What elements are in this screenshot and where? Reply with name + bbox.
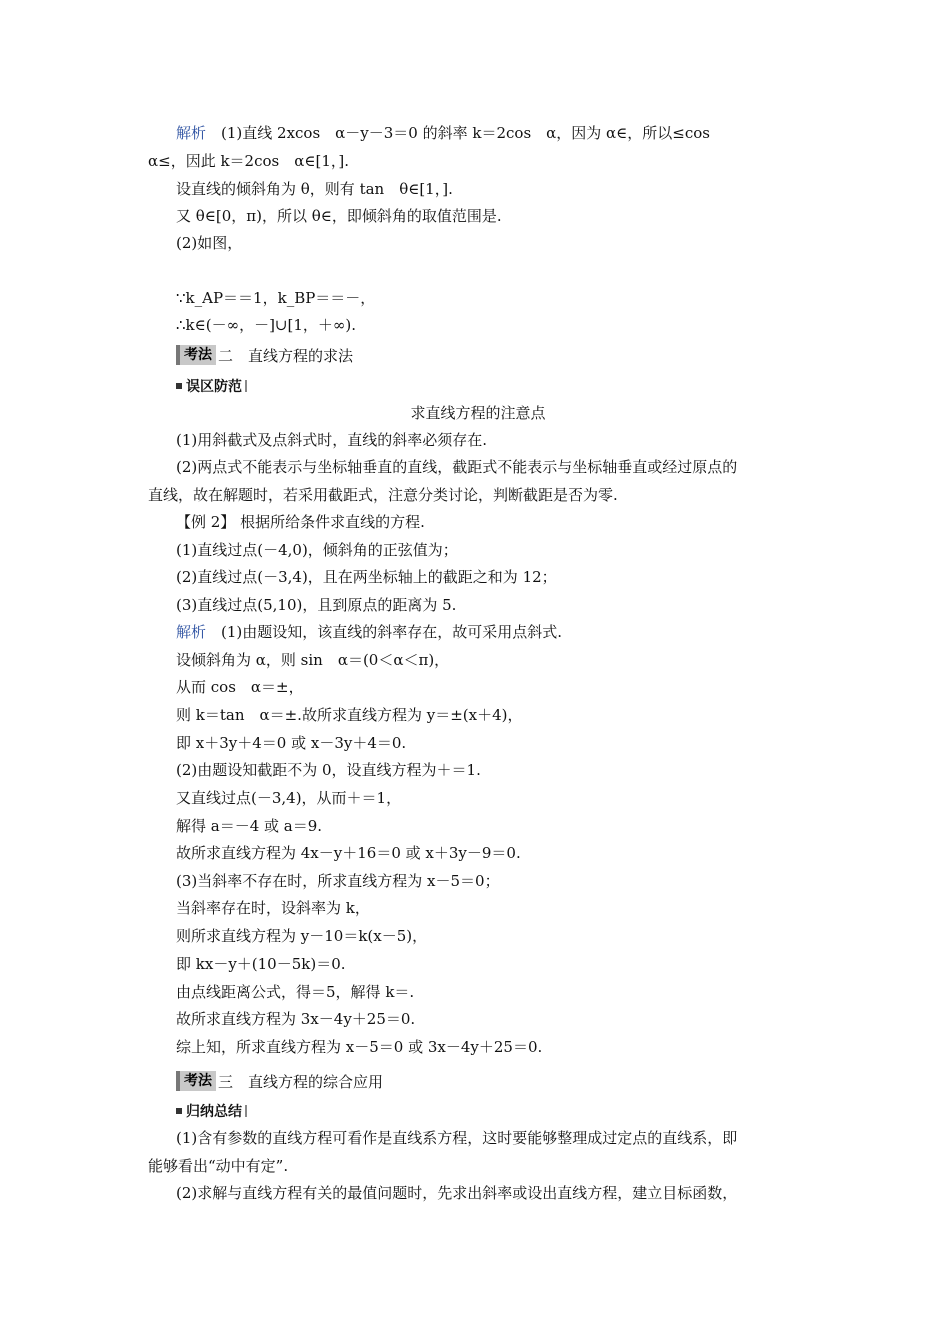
square-bullet-icon xyxy=(176,383,182,389)
text-line: (2)直线过点(－3,4)，且在两坐标轴上的截距之和为 12； xyxy=(176,568,557,586)
text-line: ∴k∈(－∞，－]∪[1，＋∞). xyxy=(176,316,357,334)
text-line: (2)由题设知截距不为 0，设直线方程为＋＝1. xyxy=(176,761,481,779)
text-line: 又 θ∈[0，π)，所以 θ∈，即倾斜角的取值范围是. xyxy=(176,207,502,225)
text-line: (2)如图， xyxy=(176,234,243,252)
text-line: (1)直线过点(－4,0)，倾斜角的正弦值为； xyxy=(176,541,458,559)
text-line: 设直线的倾斜角为 θ，则有 tan θ∈[1，]. xyxy=(176,180,453,198)
text-line: 直线，故在解题时，若采用截距式，注意分类讨论，判断截距是否为零. xyxy=(148,486,618,504)
text-line: 设倾斜角为 α，则 sin α＝(0＜α＜π)， xyxy=(176,651,450,669)
text-line: 即 x＋3y＋4＝0 或 x－3y＋4＝0. xyxy=(176,734,407,752)
text-line: 故所求直线方程为 4x－y＋16＝0 或 x＋3y－9＝0. xyxy=(176,844,521,862)
text-line: 能够看出“动中有定”. xyxy=(148,1157,289,1175)
text-line: 又直线过点(－3,4)，从而＋＝1， xyxy=(176,789,402,807)
section-label-text: 归纳总结 xyxy=(186,1104,242,1120)
method-heading xyxy=(176,344,353,366)
line-text: (1)直线 2xcos α－y－3＝0 的斜率 k＝2cos α，因为 α∈，所以≤cos xyxy=(206,124,710,142)
text-line: (3)直线过点(5,10)，且到原点的距离为 5. xyxy=(176,596,457,614)
section-label xyxy=(176,1101,247,1121)
solution-label: 解析 xyxy=(176,124,207,142)
text-line: 由点线距离公式，得＝5，解得 k＝. xyxy=(176,983,415,1001)
text-line: (1)用斜截式及点斜式时，直线的斜率必须存在. xyxy=(176,431,488,449)
bar-divider-icon xyxy=(245,1105,247,1117)
solution-label: 解析 xyxy=(176,623,207,641)
example-title: 【例 2】 根据所给条件求直线的方程. xyxy=(176,513,425,531)
text-line: (1)含有参数的直线方程可看作是直线系方程，这时要能够整理成过定点的直线系，即 xyxy=(176,1129,738,1147)
section-label-text: 误区防范 xyxy=(186,379,242,395)
text-line xyxy=(176,622,836,642)
method-badge: 考法 xyxy=(176,1071,216,1091)
method-title: 三 直线方程的综合应用 xyxy=(218,1072,384,1091)
text-line: 综上知，所求直线方程为 x－5＝0 或 3x－4y＋25＝0. xyxy=(176,1038,543,1056)
text-line: (2)两点式不能表示与坐标轴垂直的直线，截距式不能表示与坐标轴垂直或经过原点的 xyxy=(176,458,738,476)
text-line: ∵k_AP＝＝1，k_BP＝＝－， xyxy=(176,289,376,307)
text-line: 解得 a＝－4 或 a＝9. xyxy=(176,817,323,835)
method-heading xyxy=(176,1070,383,1092)
text-line: 则所求直线方程为 y－10＝k(x－5)， xyxy=(176,927,428,945)
text-line xyxy=(176,123,836,143)
square-bullet-icon xyxy=(176,1108,182,1114)
text-line: 故所求直线方程为 3x－4y＋25＝0. xyxy=(176,1010,416,1028)
method-title: 二 直线方程的求法 xyxy=(218,346,354,365)
line-text: (1)由题设知，该直线的斜率存在，故可采用点斜式. xyxy=(206,623,563,641)
text-line: 从而 cos α＝±， xyxy=(176,678,304,696)
text-line: (2)求解与直线方程有关的最值问题时，先求出斜率或设出直线方程，建立目标函数， xyxy=(176,1184,738,1202)
text-line: 当斜率存在时，设斜率为 k， xyxy=(176,899,370,917)
text-line: 即 kx－y＋(10－5k)＝0. xyxy=(176,955,346,973)
text-line: α≤，因此 k＝2cos α∈[1，]. xyxy=(148,152,349,170)
text-line: (3)当斜率不存在时，所求直线方程为 x－5＝0； xyxy=(176,872,500,890)
section-label xyxy=(176,376,247,396)
method-badge: 考法 xyxy=(176,345,216,365)
text-line: 则 k＝tan α＝±.故所求直线方程为 y＝±(x＋4)， xyxy=(176,706,523,724)
bar-divider-icon xyxy=(245,380,247,392)
centered-title: 求直线方程的注意点 xyxy=(410,404,546,422)
